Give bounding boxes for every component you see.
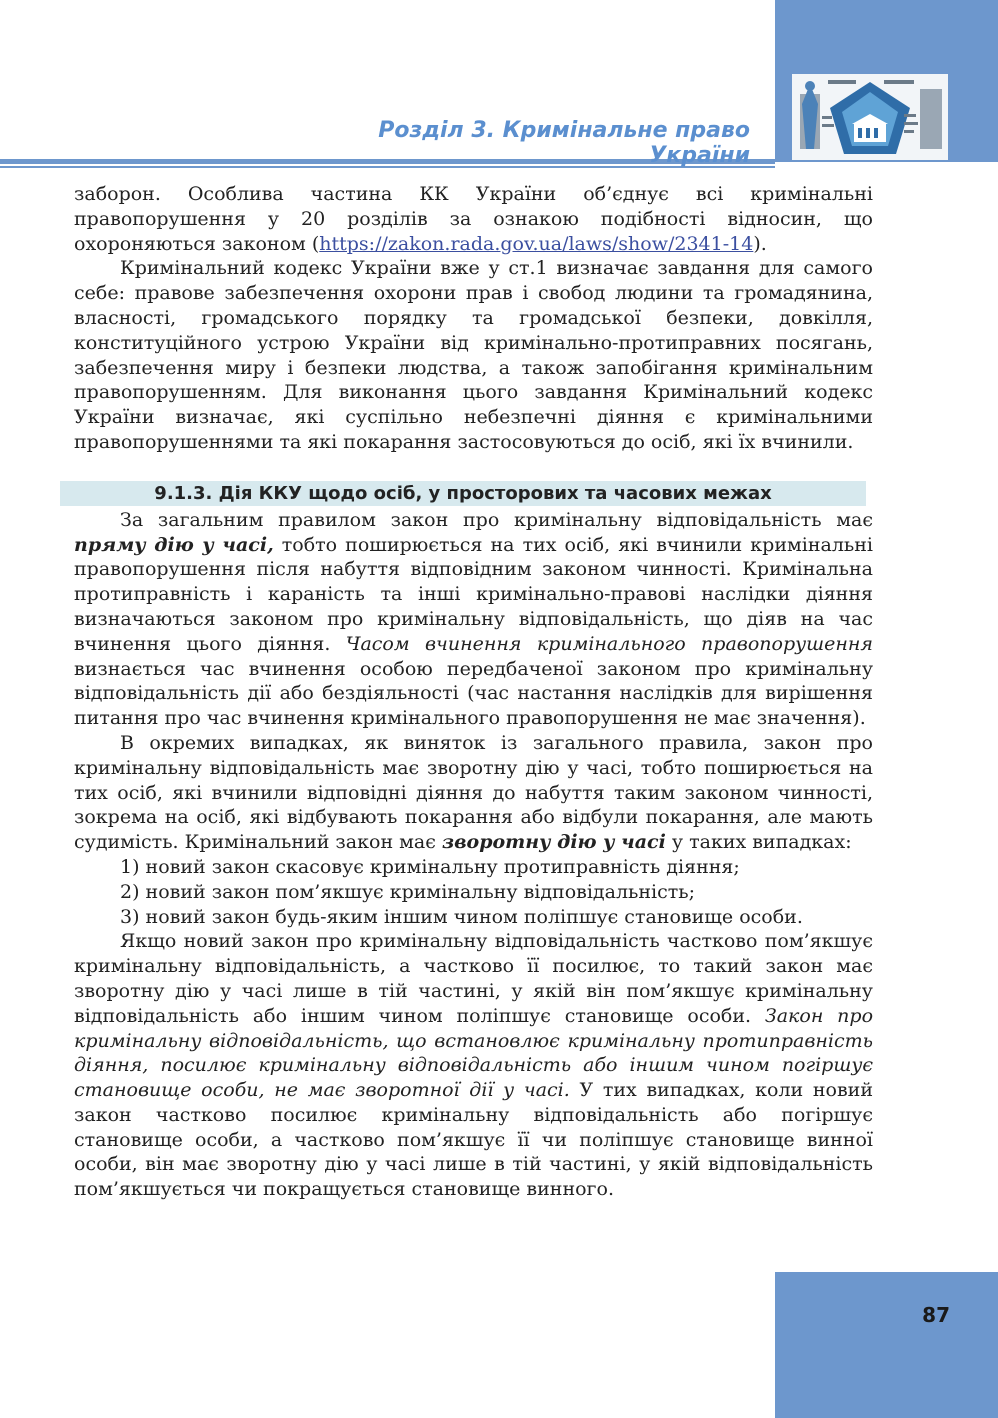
emphasis-italic: Закон про кримінальну відповідальність, що встановлює кримінальну протиправність діяння, посилює кримінальну відповідальність або іншим чином погіршує становище особи, не має зворотної дії у часі.: [74, 1004, 874, 1102]
text: Якщо новий закон про кримінальну відповідальність частково пом’якшує кримінальну відповідальність, а частково її посилює, то такий закон має зворотну дію у часі лише в тій частині, у якій він пом’якшує кримінальну відповідальність або іншим чином поліпшує становище особи.: [74, 930, 873, 1027]
text: у таких випадках:: [665, 831, 852, 854]
text: У тих випадках, коли новий закон частково посилює кримінальну відповідальність або погіршує становище особи, а частково пом’якшує її чи поліпшує становище винної особи, він має зворотну дію у часі лише в тій частині, у якій відповідальність пом’якшується чи покращується становище винного.: [74, 1079, 873, 1201]
list-item: 1) новий закон скасовує кримінальну протиправність діяння;: [120, 855, 740, 878]
text: В окремих випадках, як виняток із загального правила, закон про кримінальну відповідальність має зворотну дію у часі, тобто поширюється на тих осіб, які вчинили відповідні діяння до набуття таким законом чинності, зокрема на осіб, які відбувають покарання або відбули покарання, але мають судимість. Кримінальний закон має: [74, 731, 873, 854]
footer-accent-bar: [775, 1272, 998, 1418]
list-item: 3) новий закон будь-яким іншим чином поліпшує становище особи.: [120, 905, 803, 928]
section-title: Розділ 3. Кримінальне право України: [378, 118, 750, 168]
page-number: 87: [922, 1303, 950, 1327]
list-item: 2) новий закон пом’якшує кримінальну відповідальність;: [120, 880, 695, 903]
subsection-heading: 9.1.3. Дія ККУ щодо осіб, у просторових та часових межах: [60, 481, 866, 506]
law-emblem-icon: [792, 74, 948, 160]
paragraph-retroactive: [74, 731, 873, 855]
emphasis-bold: пряму дію у часі,: [74, 533, 274, 556]
text: тобто поширюється на тих осіб, які вчинили кримінальні правопорушення після набуття відповідним законом чинності. Кримінальна протиправність і караність та інші кримінально-правові наслідки діяння визначаються законом про кримінальну відповідальність, що діяв на час вчинення цього діяння.: [74, 533, 873, 655]
emphasis-bold: зворотну дію у часі: [441, 831, 666, 854]
paragraph-continued: [74, 182, 873, 256]
paragraph-code-tasks: Кримінальний кодекс України вже у ст.1 визначає завдання для самого себе: правове забезпечення охорони прав і свобод людини та громадянина, власності, громадського порядку та громадської безпеки, довкілля, конституційного устрою України від кримінально-протиправних посягань, забезпечення миру і безпеки людства, а також запобігання кримінальним правопорушенням. Для виконання цього завдання Кримінальний кодекс України визначає, які суспільно небезпечні діяння є кримінальними правопорушеннями та які покарання застосовуються до осіб, які їх вчинили.: [74, 257, 873, 453]
paragraph-partial-mitigation: [74, 929, 873, 1202]
emphasis-italic: Часом вчинення кримінального правопорушення: [345, 632, 873, 655]
zakon-link[interactable]: https://zakon.rada.gov.ua/laws/show/2341-14: [319, 232, 754, 255]
text: ).: [753, 232, 767, 255]
paragraph-direct-action: [74, 508, 873, 731]
text: визнається час вчинення особою передбаченої законом про кримінальну відповідальність дії або бездіяльності (час настання наслідків для вирішення питання про час вчинення кримінального правопорушення не має значення).: [74, 657, 873, 730]
text: За загальним правилом закон про кримінальну відповідальність має: [120, 508, 873, 531]
page-content: [74, 182, 873, 1202]
text: заборон. Особлива частина КК України об’єднує всі кримінальні правопорушення у 20 розділів за ознакою подібності відносин, що охороняються законом (: [74, 183, 873, 255]
